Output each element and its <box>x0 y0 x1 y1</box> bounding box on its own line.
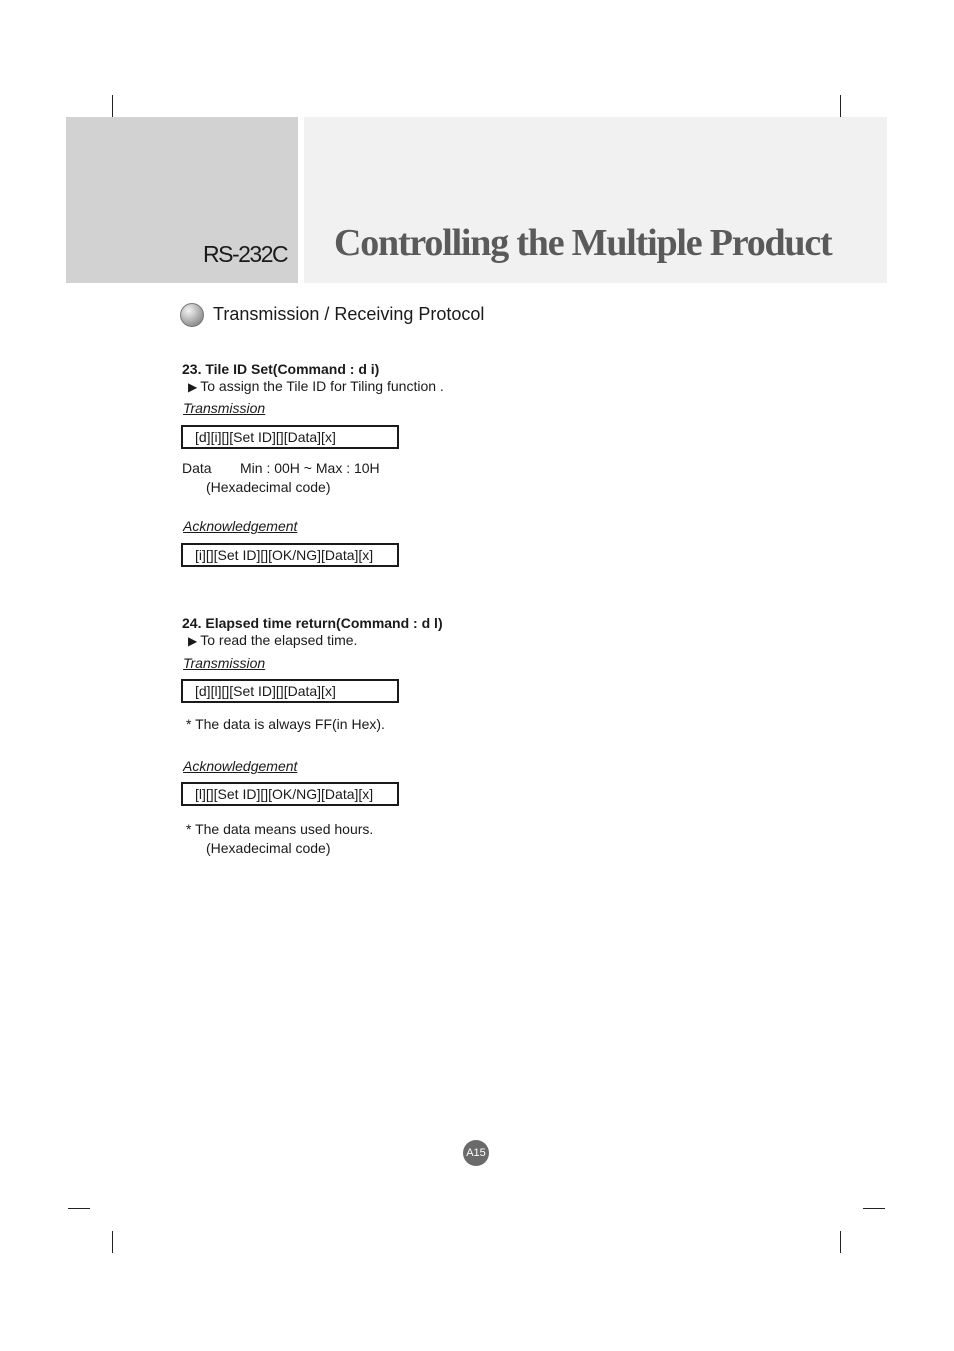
protocol-title: Transmission / Receiving Protocol <box>213 304 485 324</box>
crop-mark <box>112 95 113 117</box>
page-title: Controlling the Multiple Product <box>334 222 832 264</box>
cmd24-description <box>188 632 357 648</box>
cmd23-transmission-label: Transmission <box>183 400 266 416</box>
triangle-right-icon: ▶ <box>188 634 198 648</box>
cmd23-heading: 23. Tile ID Set(Command : d i) <box>182 361 380 377</box>
crop-mark <box>840 95 841 117</box>
cmd23-ack-box: [i][][Set ID][][OK/NG][Data][x] <box>181 543 399 567</box>
sphere-bullet-icon <box>180 303 204 327</box>
cmd23-data-label: Data <box>182 460 212 476</box>
crop-mark <box>863 1208 885 1209</box>
crop-mark <box>840 1231 841 1253</box>
cmd24-transmission-box: [d][l][][Set ID][][Data][x] <box>181 679 399 703</box>
cmd23-data-note: (Hexadecimal code) <box>206 479 331 495</box>
section-label: RS-232C <box>203 241 288 267</box>
crop-mark <box>68 1208 90 1209</box>
cmd23-description-text: To assign the Tile ID for Tiling function . <box>200 378 444 394</box>
cmd24-ack-label: Acknowledgement <box>183 758 298 774</box>
cmd24-heading: 24. Elapsed time return(Command : d l) <box>182 615 443 631</box>
crop-mark <box>112 1231 113 1253</box>
triangle-right-icon: ▶ <box>188 380 198 394</box>
cmd23-ack-label: Acknowledgement <box>183 518 298 534</box>
cmd24-transmission-note: * The data is always FF(in Hex). <box>186 716 385 732</box>
cmd23-data-range: Min : 00H ~ Max : 10H <box>240 460 380 476</box>
cmd23-description <box>188 378 444 394</box>
page-number-badge: A15 <box>463 1140 489 1166</box>
cmd24-ack-note-2: (Hexadecimal code) <box>206 840 331 856</box>
cmd24-transmission-label: Transmission <box>183 655 266 671</box>
cmd24-ack-box: [l][][Set ID][][OK/NG][Data][x] <box>181 782 399 806</box>
cmd23-transmission-box: [d][i][][Set ID][][Data][x] <box>181 425 399 449</box>
cmd24-ack-note: * The data means used hours. <box>186 821 374 837</box>
cmd24-description-text: To read the elapsed time. <box>200 632 358 648</box>
